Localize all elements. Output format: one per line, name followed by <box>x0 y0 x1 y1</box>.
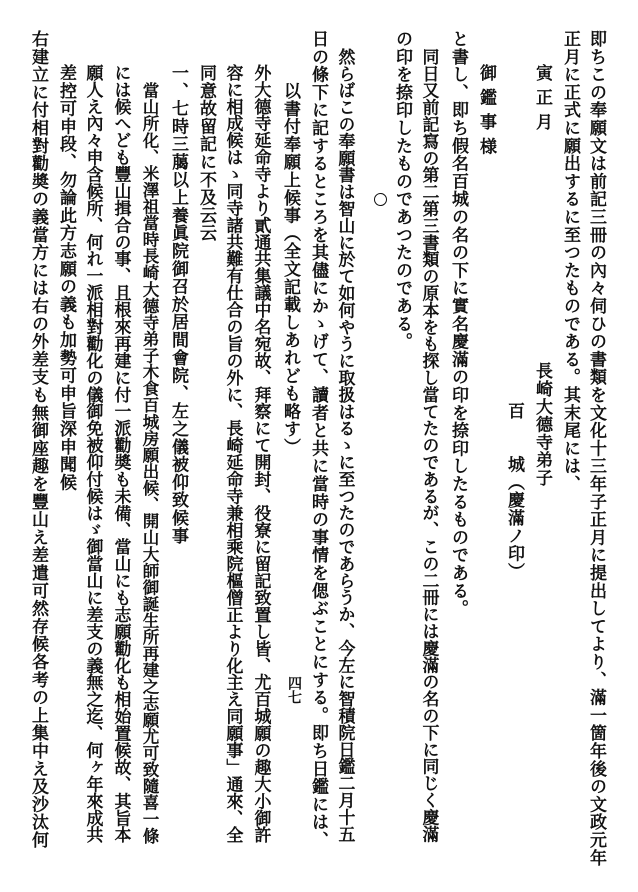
text-column: 同意故留記に不及云云 <box>196 64 216 242</box>
text-column: 正月に正式に願出するに至つたものである。其末尾には、 <box>560 30 580 493</box>
text-column: 差控可申段、勿論此方志願の義も加勢可申旨深申聞候 <box>56 64 76 492</box>
text-column: 寅 正 月 長崎大德寺弟子 <box>532 64 552 487</box>
text-column: 一、七時三﨟以上養眞院御召於居間會院、左之儀被仰致候事 <box>168 64 188 545</box>
text-column: 右建立に付相對勸奬の義當方には右の外差支も無御座趣を豐山え差遣可然存候各考の上集中え及沙汰何 <box>28 30 48 849</box>
text-column: 外大德寺延命寺より貳通共集議中名宛故、拜察にて開封、役寮に留記致置し皆、尤百城願の趣大小御許 <box>252 64 272 844</box>
text-column: には候へども豐山揖合の事、且根來再建に付一派勸奬も未備、當山にも志願勸化も相始置候故、其旨本 <box>112 64 132 844</box>
text-column: 當山所化、米澤祖當時長崎大德寺弟子木食百城房願出候、開山大師御誕生所再建之志願尤可致隨喜一條 <box>140 82 160 844</box>
section-divider-circle <box>374 193 387 206</box>
text-column: 同日又前記寫の第二第三書類の原本をも探し當てたのであるが、この二冊には慶滿の名の下に同じく慶滿 <box>420 48 440 843</box>
text-column: 以書付奉願上候事（全文記載しあれども略す） <box>280 82 300 456</box>
text-column: の印を捺印したものであつたのである。 <box>392 30 412 351</box>
text-column: 願人え內々申含候所、何れ一派相對勸化の儀御免被仰付候はゞ御當山に差支の義無之迄、何ヶ年來成共 <box>84 64 104 844</box>
text-column: 即ちこの奉願文は前記三冊の內々伺ひの書類を文化十三年子正月に提出してより、滿一箇年後の文政元年 <box>586 30 606 867</box>
text-column: 然らばこの奉願書は智山に於て如何やうに取扱はるゝに至つたのであらうか、今左に智積院日鑑二月十五 <box>336 48 356 843</box>
text-column: 百 城（慶滿ノ印） <box>504 64 524 581</box>
text-column: 容に相成候はゝ同寺諸共難有仕合の旨の外に、長崎延命寺兼相乘院樞僧正より化主え同願事」通來、全 <box>224 64 244 844</box>
text-column: 日の條下に記するところを其儘にかゝげて、讀者と共に當時の事情を偲ぶことにする。即ち日鑑には、 <box>308 30 328 849</box>
page-number: 四七 <box>286 676 302 704</box>
text-column: 御 鑑 事 様 <box>476 64 496 156</box>
text-column: と書し、即ち假名百城の名の下に實名慶滿の印を捺印したるものである。 <box>448 30 468 618</box>
